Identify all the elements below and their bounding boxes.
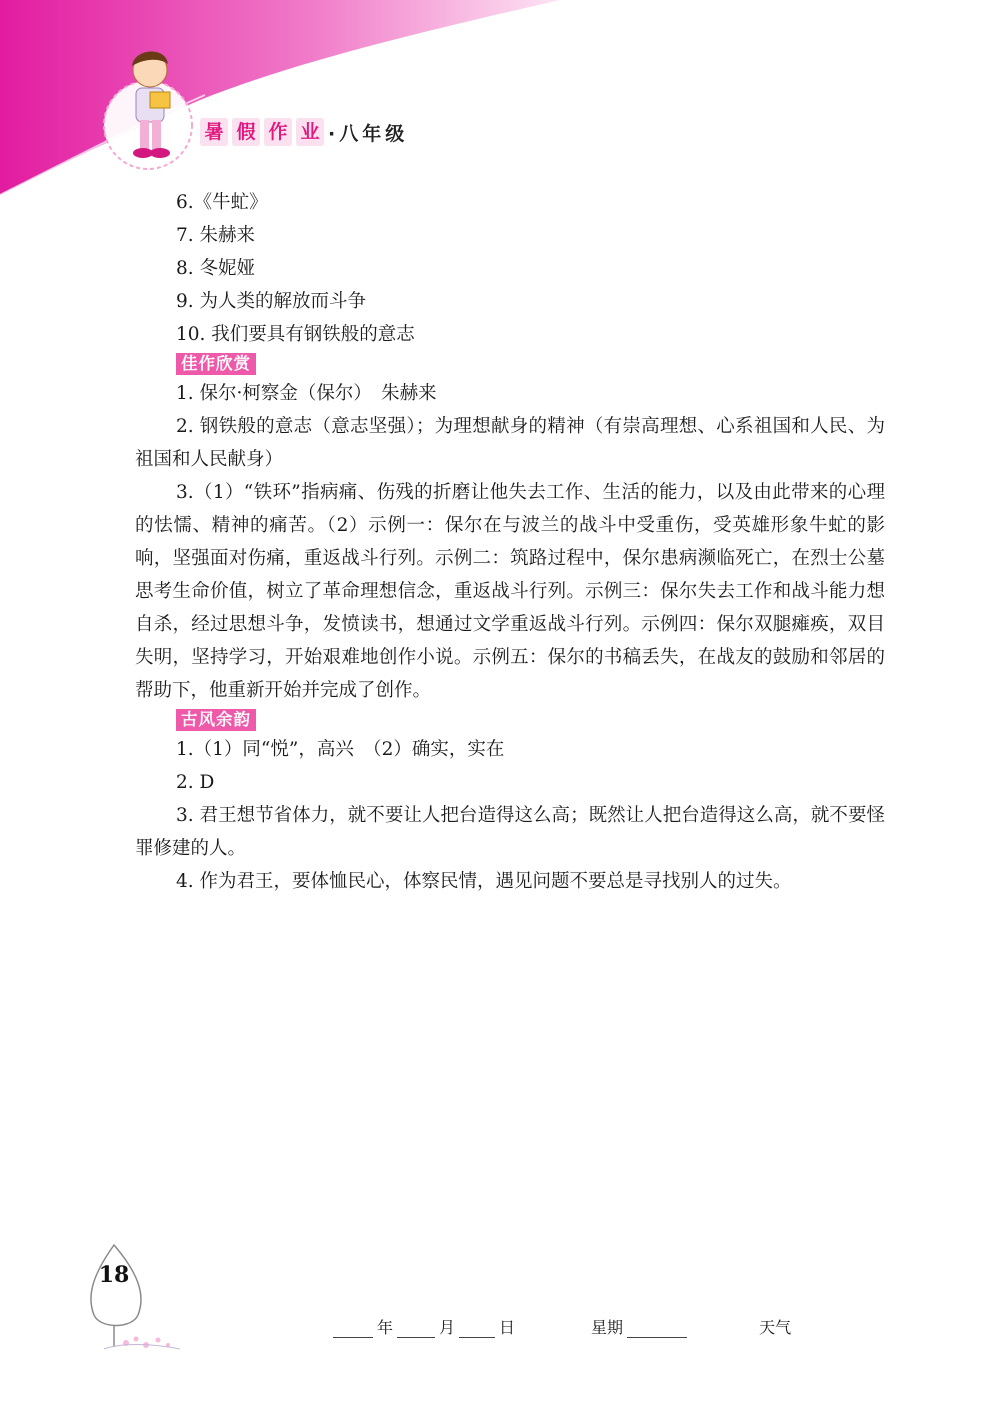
answer-paragraph: 2. D [176, 772, 215, 793]
day-blank [459, 1321, 495, 1338]
weather-label: 天气 [759, 1318, 792, 1337]
answer-line: 8. 冬妮娅 [176, 258, 256, 279]
answer-paragraph: 3. 君王想节省体力，就不要让人把台造得这么高；既然让人把台造得这么高，就不要怪罪修建的人。 [135, 805, 885, 859]
weekday-label: 星期 [591, 1318, 624, 1337]
footer-date-fields [333, 1315, 795, 1338]
header-char: 假 [232, 118, 260, 146]
header-grade: ·八年级 [328, 122, 409, 145]
answer-paragraph: 4. 作为君王，要体恤民心，体察民情，遇见问题不要总是寻找别人的过失。 [176, 871, 792, 892]
answer-line: 10. 我们要具有钢铁般的意志 [176, 324, 415, 345]
answer-line: 6.《牛虻》 [176, 192, 268, 213]
header-char: 暑 [200, 118, 228, 146]
section-title-classical: 古风余韵 [176, 709, 256, 731]
header-char: 业 [296, 118, 324, 146]
answer-content [135, 186, 885, 898]
section-title-appreciation: 佳作欣赏 [176, 353, 256, 375]
month-blank [397, 1321, 435, 1338]
answer-line: 9. 为人类的解放而斗争 [176, 291, 367, 312]
leaf-icon [80, 1235, 190, 1355]
month-label: 月 [439, 1318, 456, 1337]
header-title [200, 118, 408, 146]
answer-paragraph: 1. 保尔·柯察金（保尔） 朱赫来 [176, 383, 437, 404]
header-char: 作 [264, 118, 292, 146]
answer-paragraph: 1.（1）同“悦”，高兴 （2）确实，实在 [176, 739, 505, 760]
year-blank [333, 1321, 373, 1338]
weekday-blank [627, 1321, 687, 1338]
answer-paragraph: 3.（1）“铁环”指病痛、伤残的折磨让他失去工作、生活的能力，以及由此带来的心理的怯懦、精神的痛苦。（2）示例一：保尔在与波兰的战斗中受重伤，受英雄形象牛虻的影响，坚强面对伤痛，重返战斗行列。示例二：筑路过程中，保尔患病濒临死亡，在烈士公墓思考生命价值，树立了革命理想信念，重返战斗行列。示例三：保尔失去工作和战斗能力想自杀，经过思想斗争，发愤读书，想通过文学重返战斗行列。示例四：保尔双腿瘫痪，双目失明，坚持学习，开始艰难地创作小说。示例五：保尔的书稿丢失，在战友的鼓励和邻居的帮助下，他重新开始并完成了创作。 [135, 482, 885, 701]
page-number: 18 [98, 1262, 130, 1288]
answer-paragraph: 2. 钢铁般的意志（意志坚强）；为理想献身的精神（有崇高理想、心系祖国和人民、为祖国和人民献身） [135, 416, 885, 470]
year-label: 年 [377, 1318, 394, 1337]
day-label: 日 [499, 1318, 516, 1337]
header-banner [0, 0, 1000, 210]
answer-line: 7. 朱赫来 [176, 225, 256, 246]
